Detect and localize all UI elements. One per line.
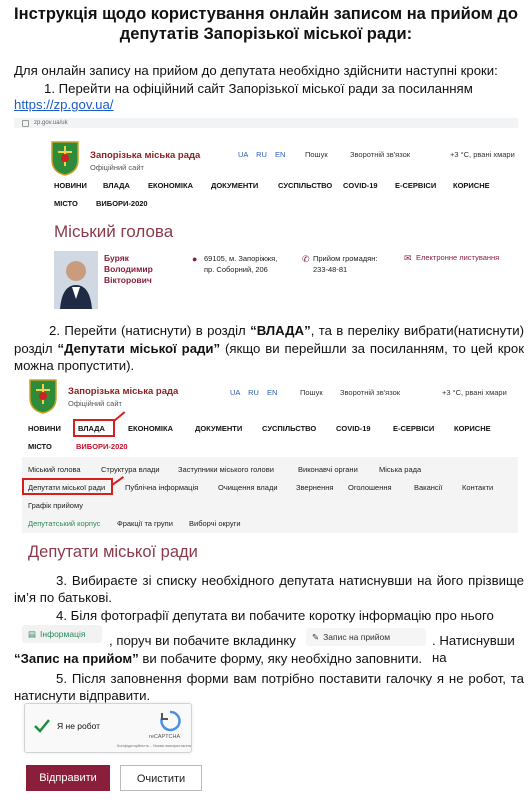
submenu-public-info[interactable]: Публічна інформація	[125, 483, 199, 492]
menu-elections[interactable]: ВИБОРИ-2020	[96, 199, 148, 208]
submenu-deputies-mayor[interactable]: Заступники міського голови	[178, 465, 274, 474]
menu-useful[interactable]: КОРИСНЕ	[453, 181, 490, 190]
site-subtitle: Офіційний сайт	[90, 163, 144, 172]
menu-news[interactable]: НОВИНИ	[54, 181, 87, 190]
menu-covid[interactable]: COVID-19	[343, 181, 378, 190]
submenu-lustration[interactable]: Очищення влади	[218, 483, 278, 492]
site-subtitle-2: Офіційний сайт	[68, 399, 122, 408]
site-name-2: Запорізька міська рада	[68, 386, 179, 397]
step2-text: 2. Перейти (натиснути) в розділ “ВЛАДА”, та в переліку вибрати(натиснути) розділ “Депутати міської ради” (якщо ви перейшли за посиланням, то цей крок можна пропустити).	[14, 323, 524, 373]
tab-factions[interactable]: Фракції та групи	[117, 519, 173, 528]
weather-text-2: +3 °C, рвані хмари	[442, 388, 507, 397]
recaptcha-widget	[24, 703, 192, 753]
menu-documents-2[interactable]: ДОКУМЕНТИ	[195, 424, 243, 433]
submenu-announcements[interactable]: Оголошення	[348, 483, 392, 492]
location-pin-icon: ●	[192, 254, 198, 264]
tab-districts[interactable]: Виборчі округи	[189, 519, 241, 528]
feedback-link-2[interactable]: Зворотній зв'язок	[340, 388, 401, 397]
mayor-address: 69105, м. Запоріжжя, пр. Соборний, 206	[204, 254, 278, 274]
recaptcha-terms[interactable]: Конфіденційність - Умови використання	[117, 743, 191, 748]
site-link[interactable]: https://zp.gov.ua/	[14, 97, 114, 112]
e-correspondence-link[interactable]: Електронне листування	[416, 253, 500, 262]
step1-text: 1. Перейти на офіційний сайт Запорізької міської ради за посиланням	[44, 81, 473, 96]
menu-news-2[interactable]: НОВИНИ	[28, 424, 61, 433]
menu-eservices-2[interactable]: Е-СЕРВІСИ	[393, 424, 435, 433]
step4-text-c: . Натиснувши на	[432, 633, 515, 665]
menu-vlada[interactable]: ВЛАДА	[103, 181, 130, 190]
pencil-icon: ✎	[312, 632, 320, 642]
document-icon: ▤	[28, 629, 37, 639]
city-crest-icon	[50, 140, 80, 176]
appointment-tab[interactable]: ✎ Запис на прийом	[306, 628, 426, 646]
menu-society-2[interactable]: СУСПІЛЬСТВО	[262, 424, 317, 433]
submenu-deputies[interactable]: Депутати міської ради	[28, 483, 106, 492]
deputies-heading: Депутати міської ради	[28, 543, 198, 561]
step4-text-a: 4. Біля фотографії депутата ви побачите коротку інформацію про нього	[56, 608, 494, 623]
submenu-structure[interactable]: Структура влади	[101, 465, 160, 474]
weather-text: +3 °C, рвані хмари	[450, 150, 515, 159]
tab-corps[interactable]: Депутатський корпус	[28, 519, 101, 528]
step3-text: 3. Вибираєте зі списку необхідного депутата натиснувши на його прізвище ім’я по батькові.	[14, 573, 524, 605]
search-link-2[interactable]: Пошук	[300, 388, 323, 397]
submenu-vacancies[interactable]: Вакансії	[414, 483, 443, 492]
recaptcha-logo-icon	[159, 710, 181, 732]
mayor-photo	[54, 251, 98, 309]
lock-icon	[22, 120, 29, 127]
menu-city[interactable]: МІСТО	[54, 199, 78, 208]
recaptcha-brand: reCAPTCHA	[149, 734, 181, 740]
step5-text: 5. Після заповнення форми вам потрібно поставити галочку я не робот, та натиснути відправити.	[14, 671, 524, 703]
menu-city-2[interactable]: МІСТО	[28, 442, 52, 451]
menu-elections-2[interactable]: ВИБОРИ-2020	[76, 442, 128, 451]
submenu-council[interactable]: Міська рада	[379, 465, 422, 474]
site-name: Запорізька міська рада	[90, 150, 201, 161]
menu-society[interactable]: СУСПІЛЬСТВО	[278, 181, 333, 190]
language-switch[interactable]: UA RU EN	[238, 150, 286, 159]
submenu-schedule[interactable]: Графік прийому	[28, 501, 83, 510]
highlight-deputies	[22, 478, 113, 495]
highlight-vlada	[73, 419, 115, 437]
menu-economy[interactable]: ЕКОНОМІКА	[148, 181, 193, 190]
submenu-executive[interactable]: Виконавчі органи	[298, 465, 358, 474]
menu-covid-2[interactable]: COVID-19	[336, 424, 371, 433]
menu-economy-2[interactable]: ЕКОНОМІКА	[128, 424, 173, 433]
menu-documents[interactable]: ДОКУМЕНТИ	[211, 181, 259, 190]
info-tab[interactable]: ▤ Інформація	[22, 625, 102, 643]
intro-text: Для онлайн запису на прийом до депутата необхідно здійснити наступні кроки:	[14, 63, 498, 78]
mayor-heading: Міський голова	[54, 222, 174, 241]
submenu-contacts[interactable]: Контакти	[462, 483, 494, 492]
browser-url-bar: zp.gov.ua/uk	[14, 118, 518, 128]
step4-text-d: “Запис на прийом” ви побачите форму, яку необхідно заповнити.	[14, 651, 423, 666]
mayor-name[interactable]: Буряк Володимир Вікторович	[104, 253, 153, 285]
captcha-label: Я не робот	[57, 721, 101, 731]
step4-text-b: , поруч ви побачите вкладинку	[109, 633, 296, 648]
feedback-link[interactable]: Зворотній зв'язок	[350, 150, 411, 159]
page-title: Інструкція щодо користування онлайн записом на прийом до депутатів Запорізької міської ради:	[14, 5, 518, 43]
checkmark-icon[interactable]	[33, 717, 51, 735]
clear-button[interactable]: Очистити	[120, 765, 202, 791]
mail-icon: ✉	[404, 253, 412, 263]
submenu-mayor[interactable]: Міський голова	[28, 465, 81, 474]
search-link[interactable]: Пошук	[305, 150, 328, 159]
city-crest-icon-2	[28, 378, 58, 414]
menu-vlada-2[interactable]: ВЛАДА	[78, 424, 105, 433]
language-switch-2[interactable]: UA RU EN	[230, 388, 278, 397]
submenu-appeals[interactable]: Звернення	[296, 483, 334, 492]
phone-icon: ✆	[302, 254, 310, 264]
send-button[interactable]: Відправити	[26, 765, 110, 791]
menu-useful-2[interactable]: КОРИСНЕ	[454, 424, 491, 433]
reception-info: Прийом громадян: 233-48-81	[313, 254, 378, 274]
arrow-vlada	[113, 411, 125, 422]
menu-eservices[interactable]: Е-СЕРВІСИ	[395, 181, 437, 190]
